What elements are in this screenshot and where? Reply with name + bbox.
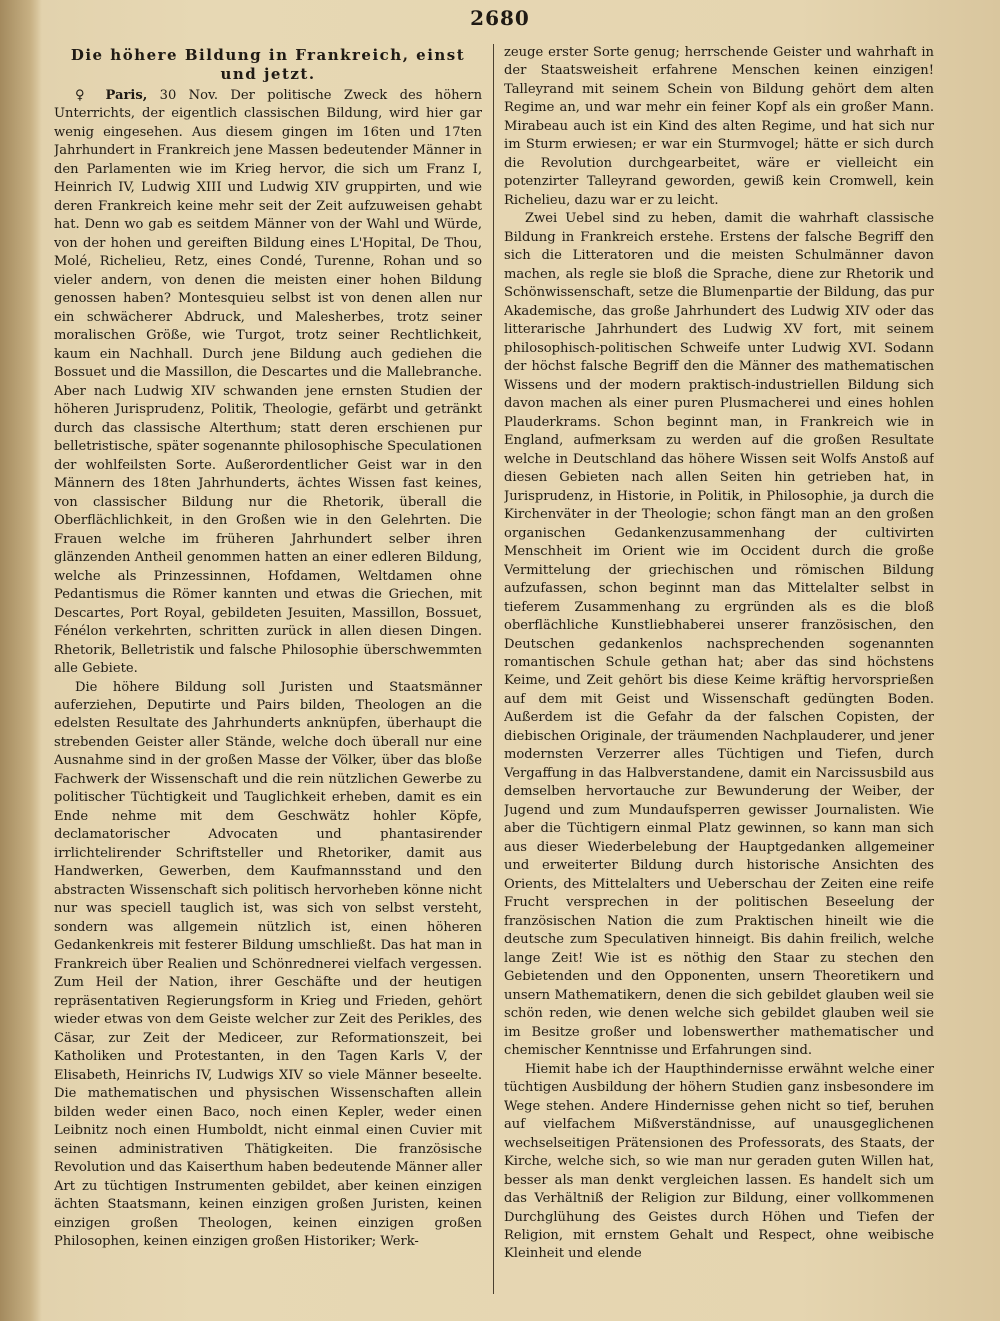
dateline: ♀ Paris,: [74, 88, 148, 103]
right-column: [504, 44, 934, 1309]
article-paragraph-4: Zwei Uebel sind zu heben, damit die wahrhaft classische Bildung in Frankreich erstehe. Erstens der falsche Begriff den sich die Litteratoren und die meisten Schulmänner davon machen, als regle sie bloß die Sprache, diene zur Rhetorik und Schönwissenschaft, setze die Blumenpartie der Bildung, das pur Akademische, das große Jahrhundert des Ludwig XIV oder das litterarische Jahrhundert des Ludwig XV fort, mit seinem philosophisch-politischen Schweife unter Ludwig XVI. Sodann der höchst falsche Begriff den die Männer des mathematischen Wissens und der modern praktisch-industriellen Bildung sich davon machen als einer puren Plusmacherei und eines hohlen Plauderkrams. Schon beginnt man, in Frankreich wie in England, aufmerksam zu werden auf die großen Resultate welche in Deutschland das höhere Wissen seit Wolfs Anstoß auf diesen Gebieten nach allen Seiten hin getrieben hat, in Jurisprudenz, in Historie, in Politik, in Philosophie, ja durch die Kirchenväter in der Theologie; schon fängt man an den großen organischen Gedankenzusammenhang der cultivirten Menschheit im Orient wie im Occident durch die große Vermittelung der griechischen und römischen Bildung aufzufassen, schon beginnt man das Mittelalter selbst in tieferem Zusammenhang zu ergründen als es die bloß oberflächliche Kunstliebhaberei unserer französischen, den Deutschen gedankenlos nachsprechenden sogenannten romantischen Schule gethan hat; aber das sind höchstens Keime, und Zeit gehört bis diese Keime kräftig hervorsprießen auf dem mit Geist und Wissenschaft gedüngten Boden. Außerdem ist die Gefahr da der falschen Copisten, der diebischen Originale, der träumenden Nachplauderer, und jener modernsten Verzerrer alles Tüchtigen und Tiefen, durch Vergaffung in das Halbverstandene, damit ein Narcissusbild aus demselben hervortauche zur Bewunderung der Weiber, der Jugend und zum Mundaufsperren gewisser Journalisten. Wie aber die Tüchtigern einmal Platz gewinnen, so kann man sich aus dieser Wiederbelebung der Hauptgedanken allgemeiner und erweiterter Bildung durch historische Ansichten des Orients, des Mittelalters und Ueberschau der Zeiten eine reife Frucht versprechen in der politischen Beseelung der französischen Nation die zum Praktischen hineilt wie die deutsche zum Speculativen hinneigt. Bis dahin freilich, welche lange Zeit! Wie ist es nöthig den Staar zu stechen den Gebietenden und den Opponenten, unsern Theoretikern und unsern Mathematikern, denen die sich gebildet glauben weil sie schön reden, wie denen welche sich gebildet glauben weil sie im Besitze großer und lobenswerther mathematischer und chemischer Kenntnisse und Erfahrungen sind.: [504, 211, 934, 1059]
article-paragraph-5: Hiemit habe ich der Haupthindernisse erwähnt welche einer tüchtigen Ausbildung der höhern Studien ganz insbesondere im Wege stehen. Andere Hindernisse gehen nicht so tief, beruhen auf vielfachem Mißverständnisse, auf unausgeglichenen wechselseitigen Prätensionen des Professorats, des Staats, der Kirche, welche sich, so wie man nur geraden guten Willen hat, besser als man denkt vergleichen lassen. Es handelt sich um das Verhältniß der Religion zur Bildung, einer vollkommenen Durchglühung des Geistes durch Höhen und Tiefen der Religion, mit ernstem Gehalt und Respect, ohne weibische Kleinheit und elende: [504, 1061, 934, 1262]
left-column: [54, 44, 482, 1309]
paragraph-text: 30 Nov. Der politische Zweck des höhern Unterrichts, der eigentlich classischen Bildung, wird hier gar wenig eingesehen. Aus diesem gingen im 16ten und 17ten Jahrhundert in Frankreich jene Massen bedeutender Männer in den Parlamenten wie im Krieg hervor, die sich um Franz I, Heinrich IV, Ludwig XIII und Ludwig XIV gruppirten, und wie deren Frankreich keine mehr seit der Zeit aufzuweisen gehabt hat. Denn wo gab es seitdem Männer von der Wahl und Würde, von der hohen und gereiften Bildung eines L'Hopital, De Thou, Molé, Richelieu, Retz, eines Condé, Turenne, Rohan und so vieler andern, von denen die meisten einer hohen Bildung genossen haben? Montesquieu selbst ist von denen allen nur ein schwächerer Abdruck, und Malesherbes, trotz seiner moralischen Größe, wie Turgot, trotz seiner Rechtlichkeit, kaum ein Nachhall. Durch jene Bildung auch gediehen die Bossuet und die Massillon, die Descartes und die Mallebranche. Aber nach Ludwig XIV schwanden jene ernsten Studien der höheren Jurisprudenz, Politik, Theologie, gefärbt und getränkt durch das classische Alterthum; statt deren erschienen pur belletristische, später sogenannte philosophische Speculationen der wohlfeilsten Sorte. Außerordentlicher Geist war in den Männern des 18ten Jahrhunderts, ächtes Wissen fast keines, von classischer Bildung nur die Rhetorik, überall die Oberflächlichkeit, in den Großen wie in den Gelehrten. Die Frauen welche im früheren Jahrhundert selber ihren glänzenden Antheil genommen hatten an einer edleren Bildung, welche als Prinzessinnen, Hofdamen, Weltdamen ohne Pedantismus die Römer kannten und etwas die Griechen, mit Descartes, Port Royal, gebildeten Jesuiten, Massillon, Bossuet, Fénélon verkehrten, schritten zurück in allen diesen Dingen. Rhetorik, Belletristik und falsche Philosophie überschwemmten alle Gebiete.: [54, 88, 482, 677]
article-paragraph-2: Die höhere Bildung soll Juristen und Staatsmänner auferziehen, Deputirte und Pairs bilden, Theologen an die edelsten Resultate des Jahrhunderts anknüpfen, überhaupt die strebenden Geister aller Stände, welche doch überall nur eine Ausnahme sind in der großen Masse der Völker, über das bloße Fachwerk der Wissenschaft und die rein nützlichen Gewerbe zu politischer Tüchtigkeit und Tauglichkeit erheben, damit es ein Ende nehme mit dem Geschwätz hohler Köpfe, declamatorischer Advocaten und phantasirender irrlichtelirender Schriftsteller und Rhetoriker, damit aus Handwerken, Gewerben, dem Kaufmannsstand und den abstracten Wissenschaft sich politisch hervorheben könne nicht nur was speciell tauglich ist, was sich von selbst versteht, sondern was allgemein nützlich ist, einen höheren Gedankenkreis mit festerer Bildung umschließt. Das hat man in Frankreich über Realien und Schönrednerei vielfach vergessen. Zum Heil der Nation, ihrer Geschäfte und der heutigen repräsentativen Regierungsform in Krieg und Frieden, gehört wieder etwas von dem Geiste welcher zur Zeit des Perikles, des Cäsar, zur Zeit der Mediceer, zur Reformationszeit, bei Katholiken und Protestanten, in den Tagen Karls V, der Elisabeth, Heinrichs IV, Ludwigs XIV so viele Männer beseelte. Die mathematischen und physischen Wissenschaften allein bilden weder einen Baco, noch einen Kepler, weder einen Leibnitz noch einen Humboldt, nicht einmal einen Cuvier mit seinen administrativen Thätigkeiten. Die französische Revolution und das Kaiserthum haben bedeutende Männer aller Art zu tüchtigen Instrumenten gebildet, aber keinen einzigen ächten Staatsmann, keinen einzigen großen Juristen, keinen einzigen großen Theologen, keinen einzigen großen Philosophen, keinen einzigen großen Historiker; Werk-: [54, 679, 482, 1250]
article-paragraph-3: zeuge erster Sorte genug; herrschende Geister und wahrhaft in der Staatsweisheit erfahrene Menschen keinen einzigen! Talleyrand mit seinem Schein von Bildung gehört dem alten Regime an, und war mehr ein feiner Kopf als ein großer Mann. Mirabeau auch ist ein Kind des alten Regime, und hat sich nur im Sturm erwiesen; er war ein Sturmvogel; hätte er sich durch die Revolution durchgearbeitet, wäre er vielleicht ein potenzirter Talleyrand geworden, gewiß kein Cromwell, kein Richelieu, dazu war er zu leicht.: [504, 45, 934, 208]
page-spine-shadow: [0, 0, 42, 1321]
column-divider: [493, 44, 494, 1294]
page-number: 2680: [470, 6, 530, 30]
article-headline: Die höhere Bildung in Frankreich, einst und jetzt.: [70, 46, 466, 83]
article-paragraph-1: [54, 87, 482, 679]
